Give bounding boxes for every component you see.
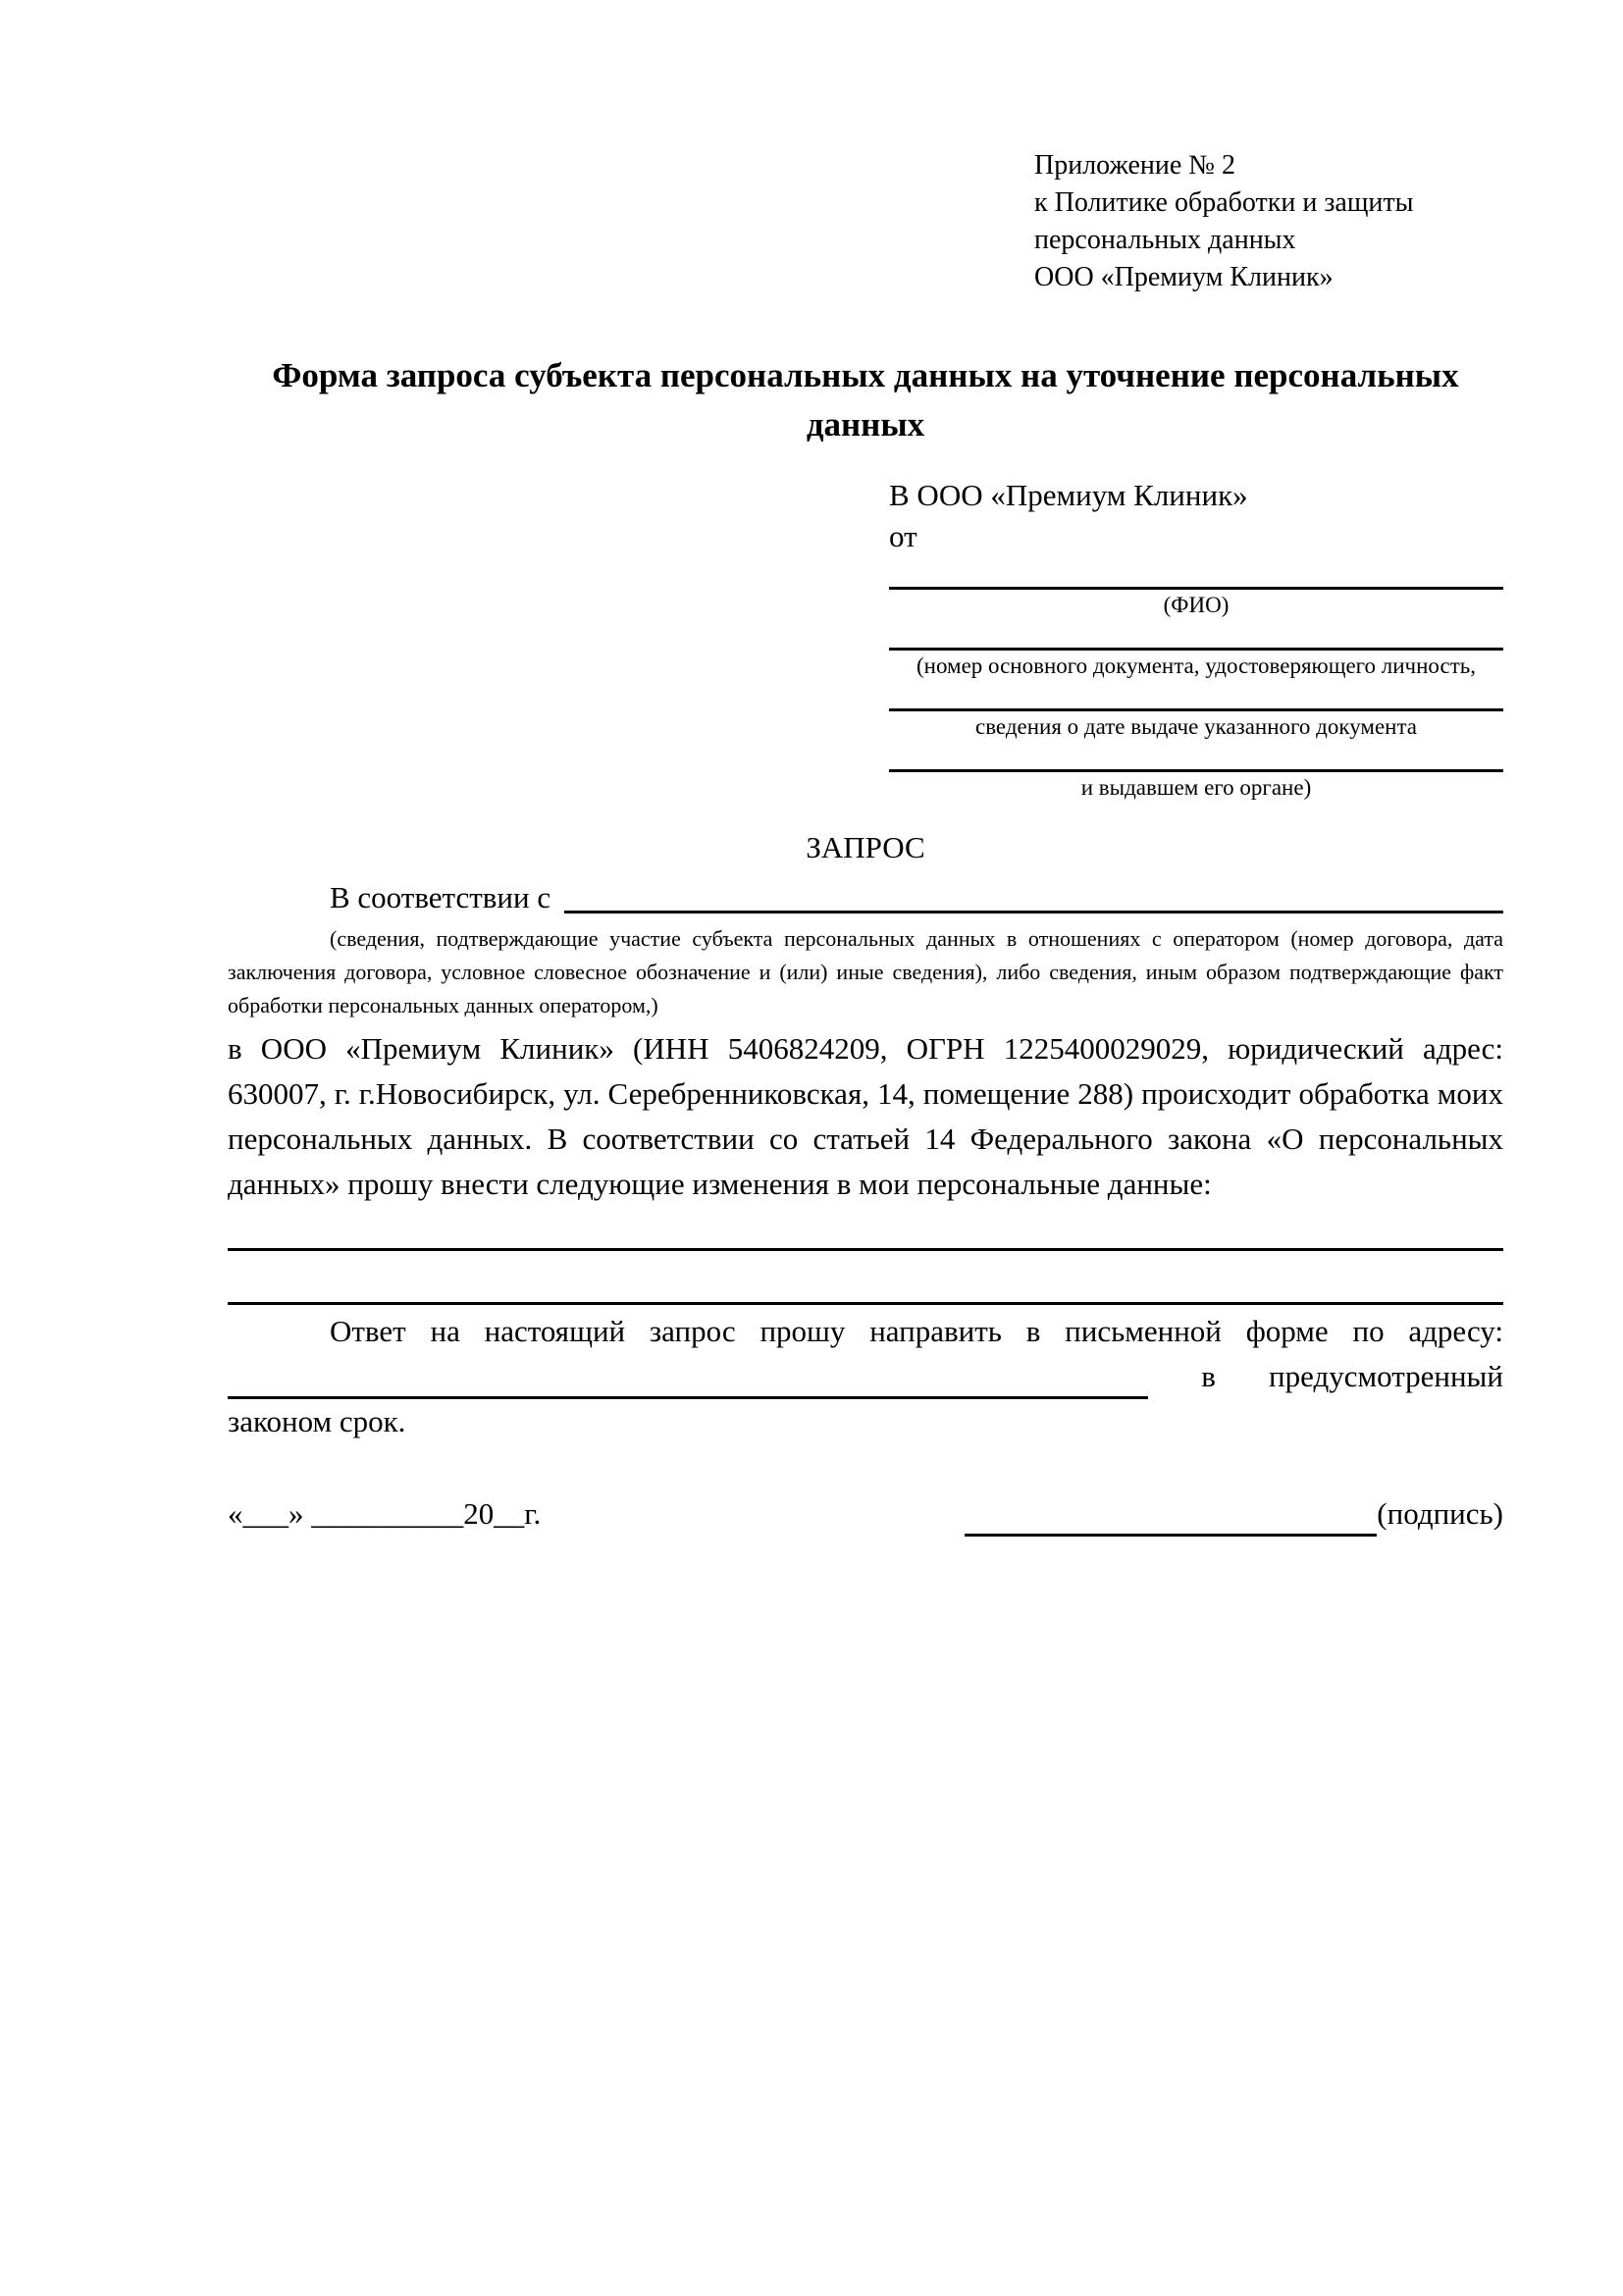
fio-blank-line — [889, 557, 1503, 590]
signature-blank-line — [965, 1496, 1377, 1537]
fio-caption: (ФИО) — [1163, 593, 1230, 617]
appendix-line: к Политике обработки и защиты — [1034, 187, 1414, 218]
request-body-paragraph: в ООО «Премиум Клиник» (ИНН 5406824209, ОГРН 1225400029029, юридический адрес: 630007, г. г.Новосибирск, ул. Серебренниковская, 14, помещение 288) происходит обработка моих персональных данных. В соответствии со статьей 14 Федерального закона «О персональных данных» прошу внести следующие изменения в мои персональные данные: — [228, 1031, 1503, 1201]
request-intro-prefix: В соответствии с — [330, 880, 551, 914]
footer-row — [228, 1491, 1503, 1537]
issue-date-blank-line — [889, 679, 1503, 711]
issuing-authority-caption: и выдавшем его органе) — [1080, 775, 1312, 800]
signature-caption: (подпись) — [1377, 1496, 1503, 1531]
appendix-header — [1034, 147, 1503, 296]
appendix-line: Приложение № 2 — [1034, 150, 1235, 181]
appendix-line: персональных данных — [1034, 225, 1296, 255]
reply-suffix-word: предусмотренный — [1269, 1359, 1503, 1393]
form-title: Форма запроса субъекта персональных данных на уточнение персональных данных — [272, 356, 1459, 444]
signature-group — [965, 1491, 1503, 1537]
date-line: «___» __________20__г. — [228, 1496, 542, 1531]
address-blank-line — [228, 1359, 1148, 1399]
changes-blank-line-1 — [228, 1248, 1503, 1251]
issuing-authority-blank-line — [889, 740, 1503, 772]
addressee-to: В ООО «Премиум Клиник» — [889, 478, 1248, 512]
request-intro-line — [228, 875, 1503, 920]
basis-footnote: (сведения, подтверждающие участие субъекта персональных данных в отношениях с оператором (номер договора, дата заключения договора, условное словесное обозначение и (или) иные сведения), либо сведения, иным образом подтверждающие факт обработки персональных данных оператором,) — [228, 926, 1503, 1018]
issuing-authority-field — [889, 740, 1503, 801]
addressee-from-label: от — [889, 519, 917, 553]
reply-paragraph: Ответ на настоящий запрос прошу направить в письменной форме по адресу: — [330, 1314, 1503, 1348]
document-number-field — [889, 618, 1503, 679]
changes-blank-line-2 — [228, 1302, 1503, 1305]
reply-suffix-word: в — [1201, 1359, 1216, 1393]
addressee-block — [889, 475, 1503, 801]
fio-field — [889, 557, 1503, 618]
basis-blank-line — [564, 875, 1503, 913]
issue-date-field — [889, 679, 1503, 740]
issue-date-caption: сведения о дате выдаче указанного документа — [974, 714, 1418, 739]
reply-tail: законом срок. — [228, 1404, 406, 1438]
request-heading: ЗАПРОС — [806, 830, 925, 864]
reply-address-line — [228, 1354, 1503, 1399]
document-number-blank-line — [889, 618, 1503, 651]
document-number-caption: (номер основного документа, удостоверяющего личность, — [916, 653, 1476, 678]
appendix-line: ООО «Премиум Клиник» — [1034, 262, 1334, 292]
